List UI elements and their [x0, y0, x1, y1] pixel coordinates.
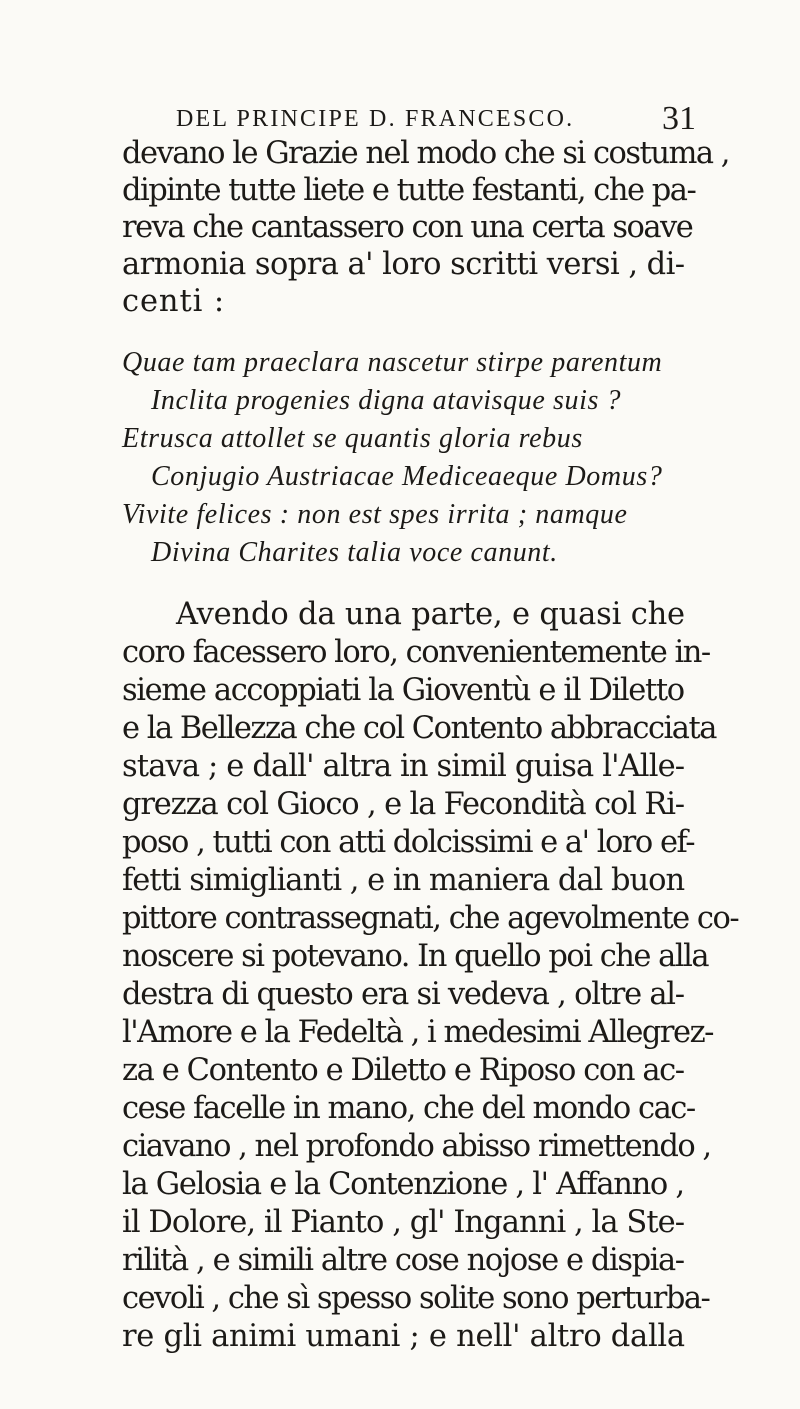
text-line: armonia sopra a' loro scritti versi , di-: [122, 247, 685, 282]
running-title: DEL PRINCIPE D. FRANCESCO.: [176, 106, 575, 132]
text-line: sieme accoppiati la Gioventù e il Diletto: [122, 673, 684, 708]
text-line: cese facelle in mano, che del mondo cac-: [122, 1091, 695, 1126]
verse-line: Conjugio Austriacae Mediceaeque Domus?: [151, 461, 663, 492]
text-line: Avendo da una parte, e quasi che: [176, 597, 685, 632]
text-line: za e Contento e Diletto e Riposo con ac-: [122, 1053, 684, 1088]
text-line: coro facessero loro, convenientemente in-: [122, 635, 710, 670]
text-line: fetti simiglianti , e in maniera dal buon: [122, 863, 685, 898]
text-line: ciavano , nel profondo abisso rimettendo ,: [122, 1129, 711, 1164]
text-line: e la Bellezza che col Contento abbracciata: [122, 711, 716, 746]
text-line: devano le Grazie nel modo che si costuma ,: [122, 136, 729, 171]
text-line: cevoli , che sì spesso solite sono perturba-: [122, 1281, 710, 1316]
text-line: stava ; e dall' altra in simil guisa l'Alle-: [122, 749, 685, 784]
verse-line: Quae tam praeclara nascetur stirpe parentum: [122, 347, 663, 378]
verse-line: Etrusca attollet se quantis gloria rebus: [122, 423, 583, 454]
text-line: rilità , e simili altre cose nojose e dispia-: [122, 1243, 684, 1278]
text-line: destra di questo era si vedeva , oltre al-: [122, 977, 684, 1012]
text-line: grezza col Gioco , e la Fecondità col Ri-: [122, 787, 684, 822]
text-line: re gli animi umani ; e nell' altro dalla: [122, 1319, 685, 1354]
running-head: [176, 100, 696, 140]
text-line: poso , tutti con atti dolcissimi e a' loro ef-: [122, 825, 695, 860]
verse-line: Vivite felices : non est spes irrita ; namque: [122, 499, 628, 530]
text-line: noscere si potevano. In quello poi che alla: [122, 939, 709, 974]
text-line: il Dolore, il Pianto , gl' Inganni , la Ste-: [122, 1205, 685, 1240]
text-line: pittore contrassegnati, che agevolmente co-: [122, 901, 739, 936]
verse-line: Inclita progenies digna atavisque suis ?: [151, 385, 622, 416]
page-number: 31: [662, 100, 696, 137]
text-line: reva che cantassero con una certa soave: [122, 210, 693, 245]
text-line: dipinte tutte liete e tutte festanti, che pa-: [122, 173, 696, 208]
verse-line: Divina Charites talia voce canunt.: [151, 537, 558, 568]
text-line: l'Amore e la Fedeltà , i medesimi Allegrez-: [122, 1015, 713, 1050]
text-line: la Gelosia e la Contenzione , l' Affanno ,: [122, 1167, 684, 1202]
text-line: centi :: [122, 284, 226, 319]
